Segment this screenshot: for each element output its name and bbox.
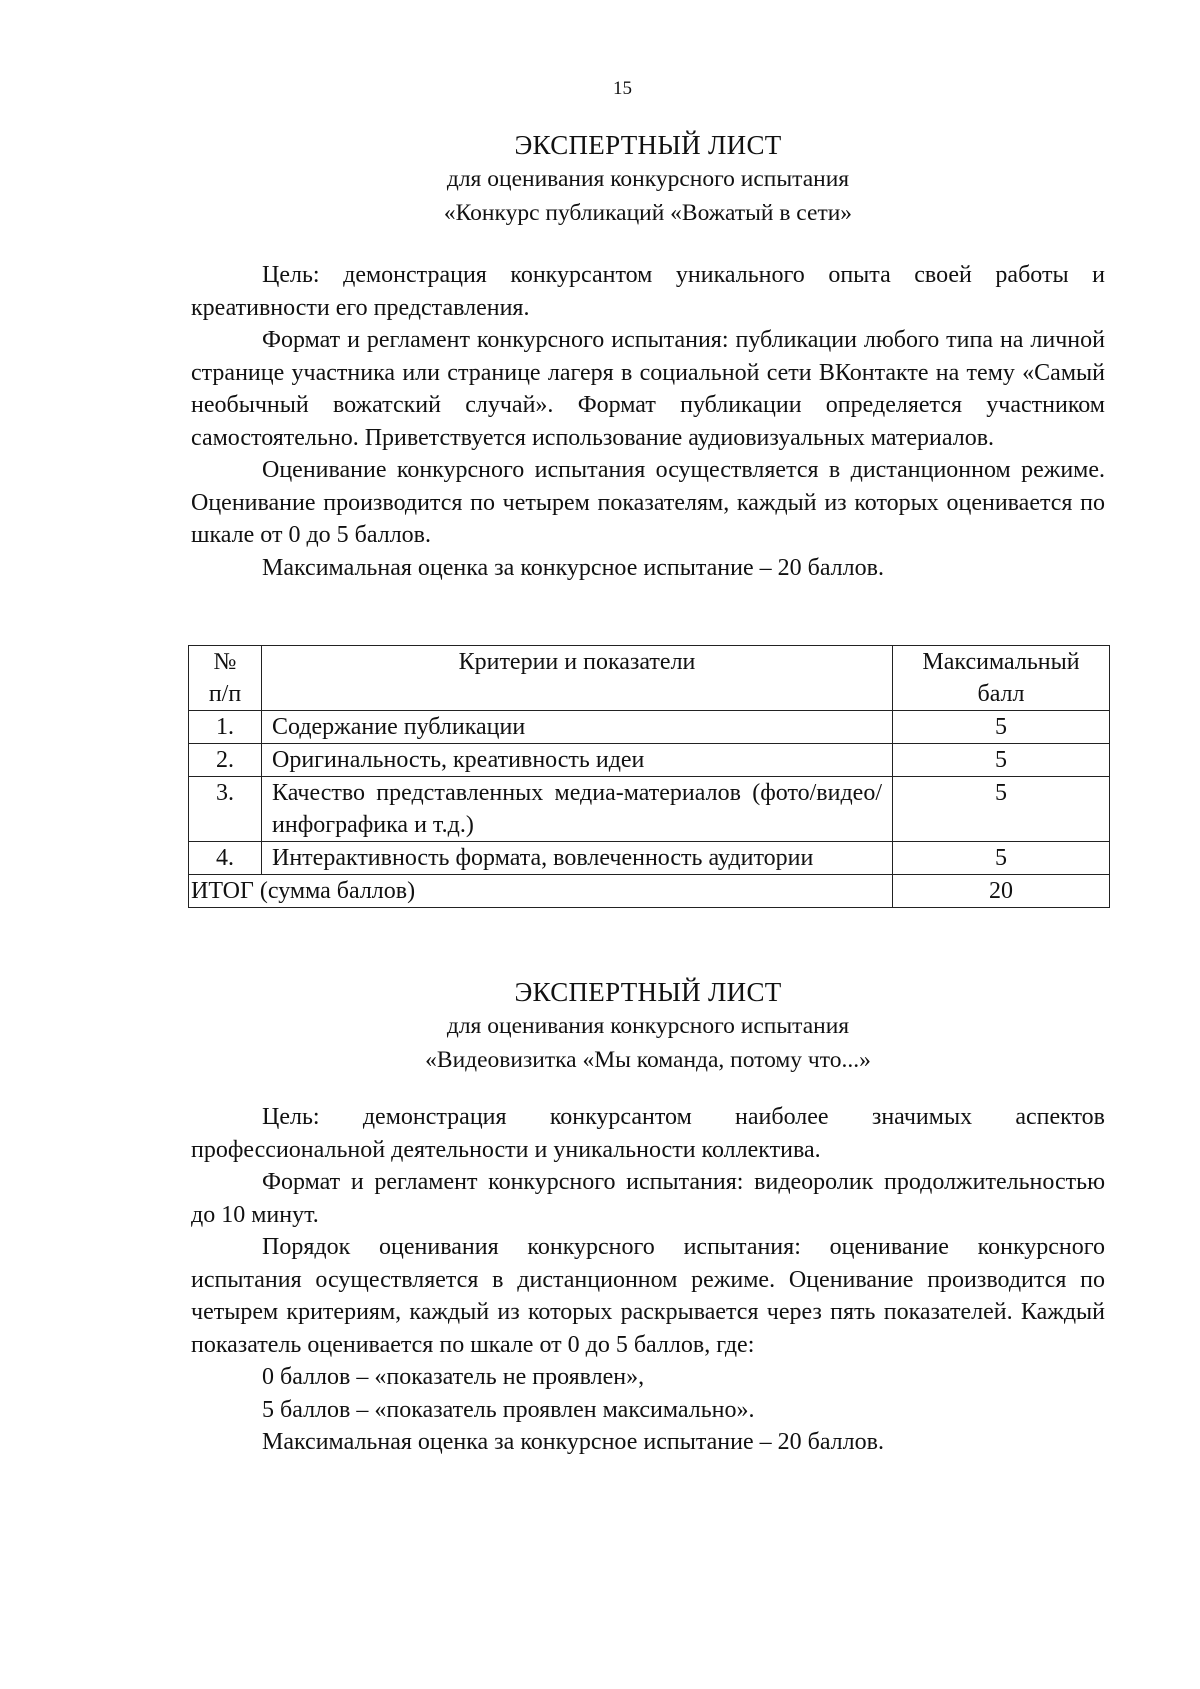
section2-paragraph: 0 баллов – «показатель не проявлен», — [262, 1364, 645, 1390]
header-num-line1: № — [213, 649, 237, 675]
section2-paragraph: 5 баллов – «показатель проявлен максимально». — [262, 1396, 755, 1423]
row-max: 5 — [893, 777, 1110, 842]
row-max: 5 — [893, 744, 1110, 777]
total-value: 20 — [893, 875, 1110, 908]
row-num: 2. — [189, 744, 262, 777]
table-row — [189, 711, 1110, 744]
table-total-row — [189, 875, 1110, 908]
row-criteria: Оригинальность, креативность идеи — [262, 744, 893, 777]
header-num-line2: п/п — [208, 681, 242, 707]
section2-paragraph: Формат и регламент конкурсного испытания: видеоролик продолжительностью до 10 минут. — [191, 1169, 1105, 1228]
row-num: 3. — [189, 777, 262, 842]
table-row — [189, 777, 1110, 842]
table-row — [189, 744, 1110, 777]
section1-paragraph: Оценивание конкурсного испытания осуществляется в дистанционном режиме. Оценивание производится по четырем показателям, каждый из которых оценивается по шкале от 0 до 5 баллов. — [191, 457, 1105, 548]
row-criteria: Содержание публикации — [262, 711, 893, 744]
section2-title: ЭКСПЕРТНЫЙ ЛИСТ — [514, 977, 782, 1007]
page-number: 15 — [613, 78, 632, 99]
header-criteria-cell: Критерии и показатели — [262, 646, 893, 711]
row-max: 5 — [893, 711, 1110, 744]
section2-paragraph: Цель: демонстрация конкурсантом наиболее значимых аспектов профессиональной деятельности и уникальности коллектива. — [191, 1104, 1105, 1163]
section1-paragraph: Максимальная оценка за конкурсное испытание – 20 баллов. — [262, 554, 884, 581]
table-header-row — [189, 646, 1110, 711]
row-max: 5 — [893, 842, 1110, 875]
row-num: 4. — [189, 842, 262, 875]
section1-paragraph: Цель: демонстрация конкурсантом уникального опыта своей работы и креативности его представления. — [191, 262, 1105, 321]
header-num-cell — [189, 646, 262, 711]
section1-heading — [191, 128, 1105, 230]
section1-subtitle-1: для оценивания конкурсного испытания — [446, 166, 850, 192]
section2-subtitle-1: для оценивания конкурсного испытания — [446, 1013, 850, 1039]
section1-subtitle-2: «Конкурс публикаций «Вожатый в сети» — [443, 200, 853, 226]
section2-subtitle-2: «Видеовизитка «Мы команда, потому что...» — [425, 1047, 871, 1073]
section2-paragraph: Максимальная оценка за конкурсное испытание – 20 баллов. — [262, 1429, 884, 1455]
row-num: 1. — [189, 711, 262, 744]
section2-body — [191, 1101, 1105, 1459]
section2-heading — [191, 975, 1105, 1077]
section1-title: ЭКСПЕРТНЫЙ ЛИСТ — [514, 130, 782, 160]
header-max-cell — [893, 646, 1110, 711]
row-criteria: Качество представленных медиа-материалов (фото/видео/инфографика и т.д.) — [262, 777, 893, 842]
total-label: ИТОГ (сумма баллов) — [189, 875, 893, 908]
section1-body — [191, 259, 1105, 584]
table-row — [189, 842, 1110, 875]
header-max-line1: Максимальный — [922, 649, 1080, 675]
criteria-table — [188, 645, 1110, 908]
row-criteria: Интерактивность формата, вовлеченность аудитории — [262, 842, 893, 875]
header-max-line2: балл — [977, 681, 1025, 707]
criteria-table-wrap — [191, 645, 1105, 908]
section2-paragraph: Порядок оценивания конкурсного испытания: оценивание конкурсного испытания осуществляется в дистанционном режиме. Оценивание производится по четырем критериям, каждый из которых раскрывается через пять показателей. Каждый показатель оценивается по шкале от 0 до 5 баллов, где: — [191, 1234, 1105, 1358]
section1-paragraph: Формат и регламент конкурсного испытания: публикации любого типа на личной странице участника или странице лагеря в социальной сети ВКонтакте на тему «Самый необычный вожатский случай». Формат публикации определяется участником самостоятельно. Приветствуется использование аудиовизуальных материалов. — [191, 327, 1105, 451]
